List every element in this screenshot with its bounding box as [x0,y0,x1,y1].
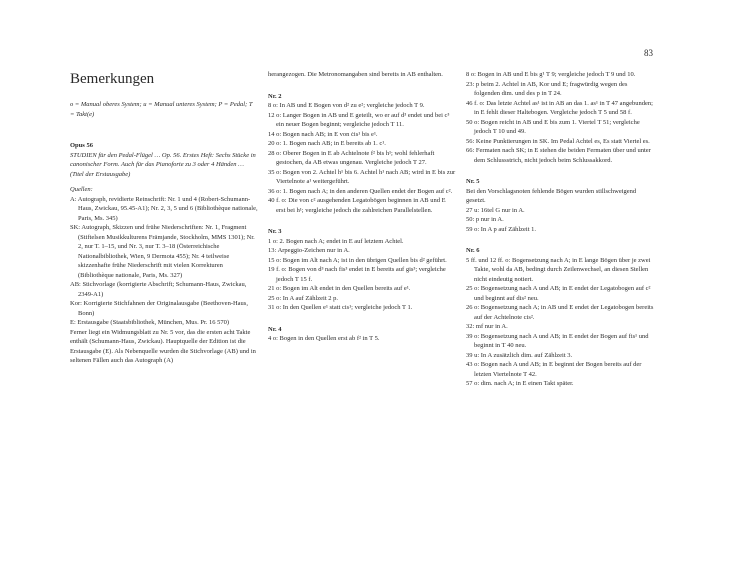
remark-item: 57 o: dim. nach A; in E einen Takt später. [466,380,574,387]
remark-item: 12 o: Langer Bogen in AB und E geteilt, wo er auf d³ endet und bei c³ ein neuer Bogen beginnt; vergleiche jedoch T 11. [268,111,450,128]
nr3-heading: Nr. 3 [268,228,282,235]
remark-item: 14 o: Bogen nach AB; in E von ċis¹ bis e¹. [268,130,378,138]
page-number: 83 [644,48,653,58]
source-item: A: Autograph, revidierte Reinschrift: Nr. 1 und 4 (Robert-Schumann-Haus, Zwickau, 95.45-A1); Nr. 2, 3, 5 und 6 (Bibliothèque nationale, Paris, Ms. 345) [70,195,258,222]
remark-item: 40 f. o: Die von c² ausgehenden Legatobögen beginnen in AB und E erst bei h¹; vergleiche jedoch die zahlreichen Parallelstellen. [268,197,446,214]
remark-item: 21 o: Bogen im Alt endet in den Quellen bereits auf e¹. [268,285,411,292]
remark-item: 32: mf nur in A. [466,323,508,330]
column-middle [268,70,456,344]
remark-item: 20 o: 1. Bogen nach AB; in E bereits ab 1. c¹. [268,140,386,147]
remark-item: 50: p nur in A. [466,216,504,223]
source-item: AB: Stichvorlage (korrigierte Abschrift; Schumann-Haus, Zwickau, 2349-A1) [70,281,247,298]
remark-item: 56: Keine Punktierungen in SK. Im Pedal Achtel es, Es statt Viertel es. [466,137,650,145]
source-item: E: Erstausgabe (Staatsbibliothek, München, Mus. Pr. 16 570) [70,319,230,326]
nr4-heading: Nr. 4 [268,325,282,333]
remark-item: 35 o: Bogen von 2. Achtel h¹ bis 6. Achtel h¹ nach AB; wird in E bis zur Viertelnote a¹ weitergeführt. [268,168,456,185]
remark-item: 43 o: Bogen nach A und AB; in E beginnt der Bogen bereits auf der letzten Viertelnote T 42. [466,361,642,378]
remark-item: 5 ff. und 12 ff. o: Bogensetzung nach A; in E lange Bögen über je zwei Takte, wohl da AB, bedingt durch Zeilenwechsel, an diesen Stellen nicht eindeutig notiert. [466,256,651,283]
remark-item: 31 o: In den Quellen e¹ statt cis¹; vergleiche jedoch T 1. [268,304,413,311]
source-item: SK: Autograph, Skizzen und frühe Niederschriften: Nr. 1, Fragment (Stiftelsen Musikkulturens Främjande, Stockholm, MMS 1301); Nr. 2, nur T. 1–15, und Nr. 3, nur T. 3–18 (Österreichische Nationalbibliothek, Wien, 9 Dermota 455); Nr. 4 teilweise skizzenhafte frühe Niederschrift mit vielen Korrekturen (Bibliothèque nationale, Paris, Ms. 327) [70,224,255,279]
opus-description: STUDIEN für den Pedal-Flügel … Op. 56. Erstes Heft: Sechs Stücke in canonischer Form. Auch für das Pianoforte zu 3 oder 4 Händen … (Titel der Erstausgabe) [70,151,256,178]
remark-item: 50 o: Bogen reicht in AB und E bis zum 1. Viertel T 51; vergleiche jedoch T 10 und 49. [466,118,640,135]
nr5-heading: Nr. 5 [466,178,480,185]
remark-item: 27 u: 16tel G nur in A. [466,206,525,214]
remark-item: 8 o: Bogen in AB und E bis g¹ T 9; vergleiche jedoch T 9 und 10. [466,71,636,78]
remark-item: 59 o: In A p auf Zählzeit 1. [466,225,537,233]
sources-heading: Quellen: [70,186,93,193]
remark-item: 23: p beim 2. Achtel in AB, Kor und E; fragwürdig wegen des folgenden dim. und des p in T 24. [466,80,628,97]
abbreviations: o = Manual oberes System; u = Manual unteres System; P = Pedal; T = Takt(e) [70,101,253,118]
remark-item: 15 o: Bogen im Alt nach A; ist in den übrigen Quellen bis d² geführt. [268,256,447,264]
remark-item: 13: Arpeggio-Zeichen nur in A. [268,247,350,254]
source-item: Kor: Korrigierte Stichfahnen der Originalausgabe (Beethoven-Haus, Bonn) [70,300,248,317]
remark-item: 4 o: Bogen in den Quellen erst ab f² in T 5. [268,335,380,342]
remark-item: 26 o: Bogensetzung nach A; in AB und E endet der Legatobogen bereits auf der Achtelnote cis². [466,304,654,321]
remark-item: 66: Fermaten nach SK; in E stehen die beiden Fermaten über und unter dem Schlussstrich, nicht jedoch beim Schlussakkord. [466,147,651,164]
remark-item: 39 o: Bogensetzung nach A und AB; in E endet der Bogen auf fis¹ und beginnt in T 40 neu. [466,332,649,349]
remark-item: 19 f. o: Bogen von d³ nach fis³ endet in E bereits auf gis³; vergleiche jedoch T 15 f. [268,266,446,283]
remark-item: 25 o: In A auf Zählzeit 2 p. [268,294,339,302]
remark-item: 39 u: In A zusätzlich dim. auf Zählzeit 3. [466,351,573,359]
remark-item: 8 o: In AB und E Bogen von d² zu e²; vergleiche jedoch T 9. [268,102,425,109]
column-left [70,70,258,366]
nr5-intro: Bei den Vorschlagsnoten fehlende Bögen wurden stillschweigend gesetzt. [466,187,637,204]
remark-item: 28 o: Oberer Bogen in E ab Achtelnote f² bis h¹; wohl fehlerhaft gestochen, da AB etwas ungenau. Vergleiche jedoch T 27. [268,149,435,166]
col2-intro: herangezogen. Die Metronomangaben sind bereits in AB enthalten. [268,71,443,78]
column-right [466,70,654,389]
remark-item: 25 o: Bogensetzung nach A und AB; in E endet der Legatobogen auf c² und beginnt auf dis² neu. [466,285,651,302]
sources-paragraph: Ferner liegt ein Widmungsblatt zu Nr. 5 vor, das die ersten acht Takte enthält (Schumann-Haus, Zwickau). Hauptquelle der Edition ist die Erstausgabe (E). Als Nebenquelle wurden die Stichvorlage (AB) und in seltenen Fällen auch das Autograph (A) [70,328,256,364]
page-title: Bemerkungen [70,71,155,87]
remark-item: 36 o: 1. Bogen nach A; in den anderen Quellen endet der Bogen auf c². [268,187,453,195]
nr6-heading: Nr. 6 [466,247,480,254]
nr2-heading: Nr. 2 [268,92,282,100]
opus-heading: Opus 56 [70,142,93,149]
remark-item: 46 f. o: Das letzte Achtel as¹ ist in AB an das 1. as¹ in T 47 angebunden; in E fehlt dieser Haltebogen. Vergleiche jedoch T 5 und 58 f. [466,99,653,116]
remark-item: 1 o: 2. Bogen nach A; endet in E auf letztem Achtel. [268,237,404,245]
